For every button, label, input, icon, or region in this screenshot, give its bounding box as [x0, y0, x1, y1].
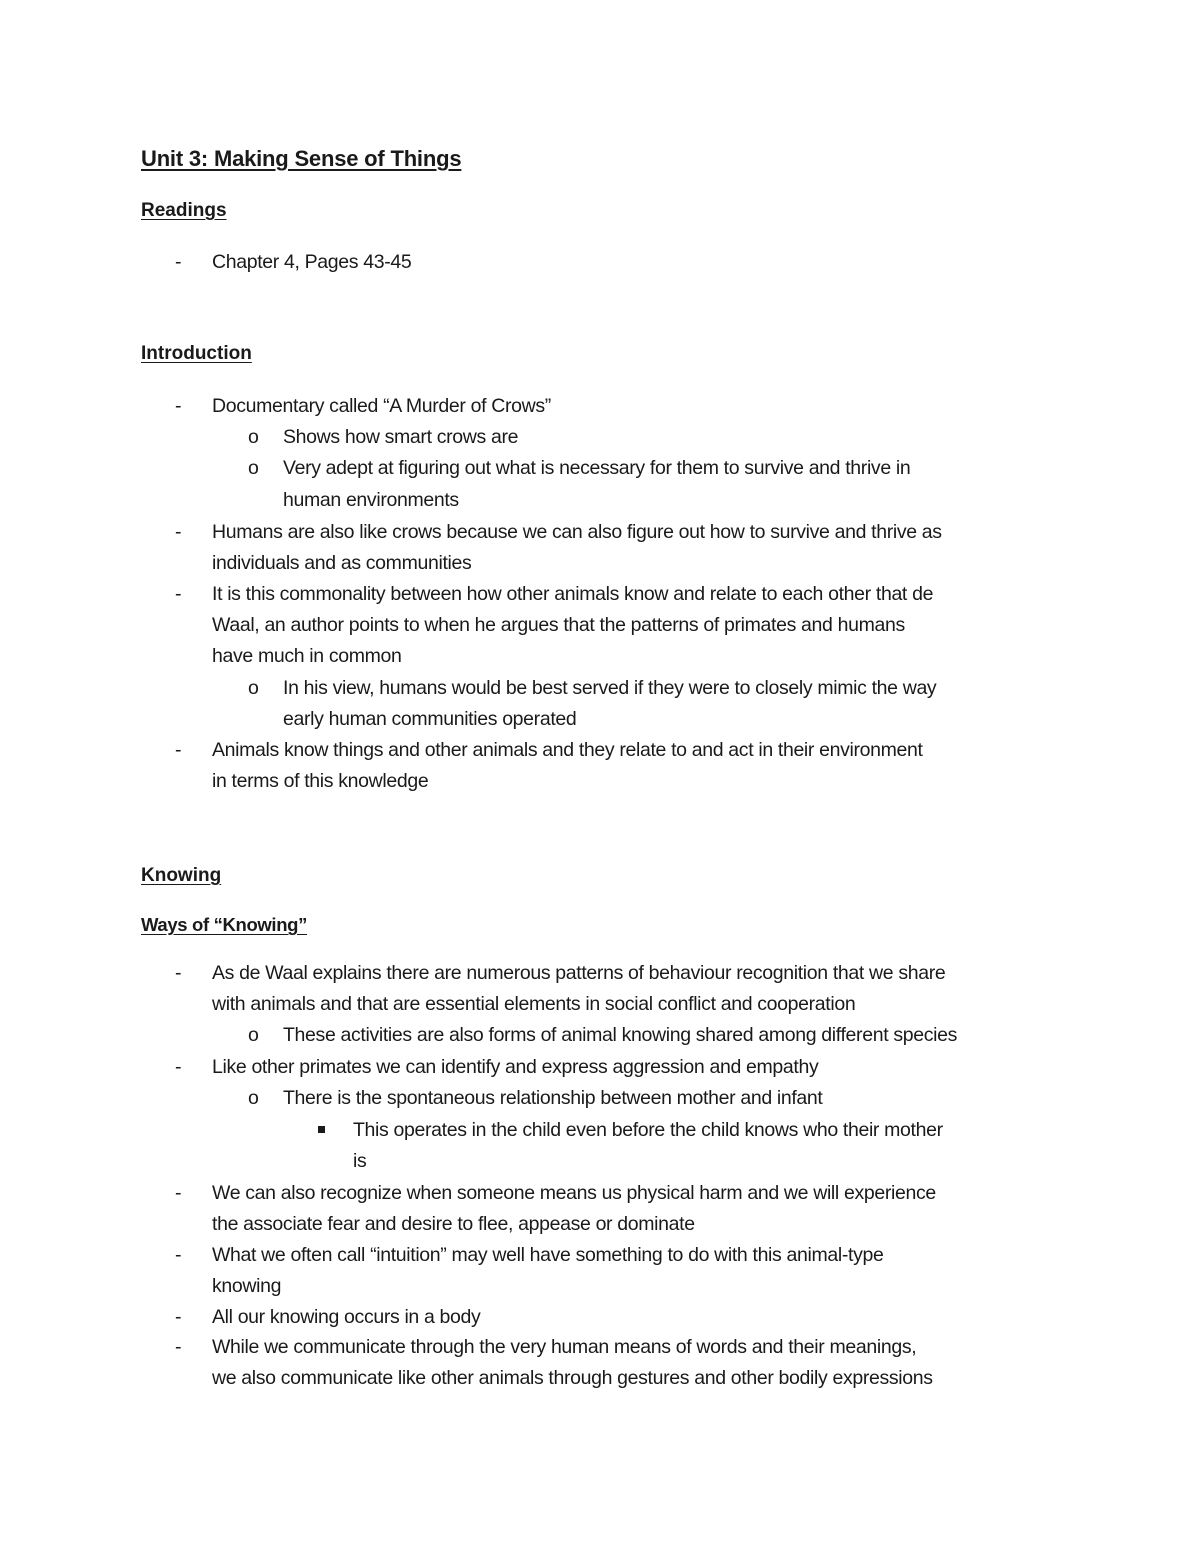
intro-bullet-3-line-3: have much in common [212, 645, 402, 667]
circle-marker: o [248, 677, 259, 699]
intro-bullet-1: Documentary called “A Murder of Crows” [212, 395, 551, 417]
dash-marker: - [175, 1336, 182, 1358]
intro-bullet-4-line-2: in terms of this knowledge [212, 770, 429, 792]
knowing-tertiary-bullet-line-1: This operates in the child even before the child knows who their mother [353, 1119, 943, 1141]
circle-marker: o [248, 1024, 259, 1046]
knowing-bullet-1-line-1: As de Waal explains there are numerous patterns of behaviour recognition that we share [212, 962, 946, 984]
knowing-bullet-3-line-1: We can also recognize when someone means us physical harm and we will experience [212, 1182, 936, 1204]
knowing-sub-bullet-2: There is the spontaneous relationship between mother and infant [283, 1087, 823, 1109]
dash-marker: - [175, 739, 182, 761]
dash-marker: - [175, 1244, 182, 1266]
dash-marker: - [175, 583, 182, 605]
readings-heading: Readings [141, 200, 227, 221]
circle-marker: o [248, 426, 259, 448]
circle-marker: o [248, 1087, 259, 1109]
knowing-bullet-5: All our knowing occurs in a body [212, 1306, 481, 1328]
knowing-bullet-1-line-2: with animals and that are essential elements in social conflict and cooperation [212, 993, 856, 1015]
knowing-bullet-4-line-2: knowing [212, 1275, 282, 1297]
intro-bullet-2-line-2: individuals and as communities [212, 552, 472, 574]
introduction-heading: Introduction [141, 343, 252, 364]
knowing-tertiary-bullet-line-2: is [353, 1150, 367, 1172]
dash-marker: - [175, 251, 182, 273]
square-bullet-icon [318, 1126, 325, 1133]
knowing-sub-bullet-1: These activities are also forms of animal knowing shared among different species [283, 1024, 957, 1046]
intro-bullet-4-line-1: Animals know things and other animals and they relate to and act in their environment [212, 739, 923, 761]
dash-marker: - [175, 962, 182, 984]
knowing-bullet-6-line-1: While we communicate through the very human means of words and their meanings, [212, 1336, 917, 1358]
intro-bullet-3-line-1: It is this commonality between how other animals know and relate to each other that de [212, 583, 934, 605]
dash-marker: - [175, 1306, 182, 1328]
page-title: Unit 3: Making Sense of Things [141, 146, 462, 171]
knowing-bullet-3-line-2: the associate fear and desire to flee, appease or dominate [212, 1213, 695, 1235]
knowing-bullet-2: Like other primates we can identify and express aggression and empathy [212, 1056, 819, 1078]
knowing-bullet-4-line-1: What we often call “intuition” may well have something to do with this animal-type [212, 1244, 884, 1266]
intro-sub-bullet-2-line-2: human environments [283, 489, 459, 511]
dash-marker: - [175, 1182, 182, 1204]
knowing-heading: Knowing [141, 865, 222, 886]
circle-marker: o [248, 457, 259, 479]
intro-sub-bullet-3-line-2: early human communities operated [283, 708, 577, 730]
reading-item: Chapter 4, Pages 43-45 [212, 251, 412, 273]
intro-sub-bullet-2-line-1: Very adept at figuring out what is necessary for them to survive and thrive in [283, 457, 911, 479]
intro-bullet-3-line-2: Waal, an author points to when he argues that the patterns of primates and humans [212, 614, 905, 636]
intro-bullet-2-line-1: Humans are also like crows because we can also figure out how to survive and thrive as [212, 521, 942, 543]
ways-of-knowing-subheading: Ways of “Knowing” [141, 914, 308, 935]
dash-marker: - [175, 395, 182, 417]
intro-sub-bullet-1: Shows how smart crows are [283, 426, 519, 448]
intro-sub-bullet-3-line-1: In his view, humans would be best served if they were to closely mimic the way [283, 677, 937, 699]
dash-marker: - [175, 1056, 182, 1078]
dash-marker: - [175, 521, 182, 543]
knowing-bullet-6-line-2: we also communicate like other animals through gestures and other bodily expressions [212, 1367, 933, 1389]
